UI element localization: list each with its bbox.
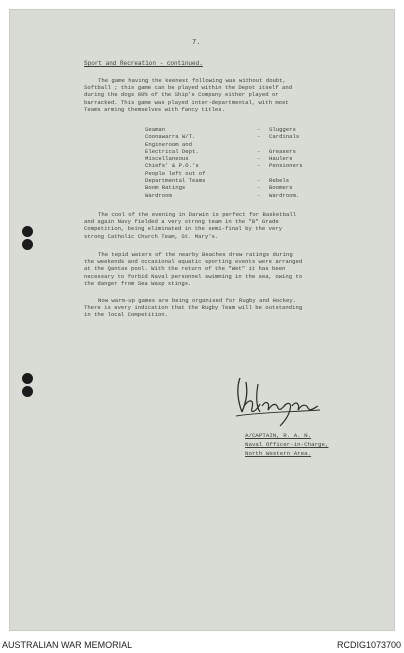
team-dash: - [257,191,261,199]
paragraph-line: and again Navy fielded a very strong team in the "B" Grade [84,218,279,226]
team-name: Chiefs' & P.O.'s [145,162,199,170]
signature-block [245,431,329,458]
punch-hole-3 [22,373,33,384]
team-list [145,126,345,199]
team-dash: - [257,177,261,185]
team-row [145,133,345,140]
team-dash [257,170,269,177]
paragraph-line: in the local Competition. [84,311,168,319]
team-nickname: Pensioners [269,162,303,170]
team-nickname: Sluggers [269,126,296,133]
team-row [145,148,345,155]
paragraph-line: Now warm-up games are being organised for Rugby and Hockey. [98,297,297,304]
signatory-role: Naval Officer-in-Charge, [245,441,329,448]
team-nickname: Rebels [269,177,290,185]
team-nickname: Boomers [269,184,293,192]
paragraph-line: The tepid waters of the nearby Beaches drew ratings during [98,251,293,258]
signatory-area: North Western Area. [245,450,312,457]
team-name: Miscellaneous [145,155,189,163]
team-row [145,184,345,191]
team-row [145,155,345,162]
punch-hole-2 [22,239,33,250]
paragraph-line: barracked. This game was played inter-departmental, with most [84,98,289,106]
team-nickname [269,141,345,148]
team-row [145,162,345,169]
team-name: Coonawarra W/T. [145,133,196,141]
section-heading: Sport and Recreation - continued. [84,60,203,67]
handwritten-signature [232,372,332,432]
team-dash [257,141,269,148]
team-row [145,170,345,177]
team-nickname: Wardroom. [269,191,300,199]
team-row [145,177,345,184]
team-nickname: Haulers [269,155,293,163]
team-dash: - [257,184,261,192]
record-id: RCDIG1073700 [336,640,401,650]
paragraph-line: Softball ; this game can be played within the Depot itself and [84,84,293,92]
paragraph-line: The game having the keenest following was without doubt, [98,77,286,84]
paragraph-basketball [84,211,374,240]
team-dash: - [257,147,261,155]
team-row [145,126,345,133]
team-name: Wardroom [145,191,172,199]
team-dash: - [257,133,261,141]
paragraph-line: strong Catholic Church Team, St. Mary's. [84,232,219,240]
team-name: Boom Ratings [145,184,186,192]
paragraph-line: Teams arming themselves with fancy titles. [84,105,225,113]
paragraph-rugby [84,297,374,319]
team-row [145,192,345,199]
team-dash: - [257,126,261,133]
paragraph-line: the danger from Sea Wasp stings. [84,279,192,287]
team-nickname: Greasers [269,147,296,155]
team-nickname: Cardinals [269,133,300,141]
team-name: Departmental Teams [145,177,206,185]
punch-hole-4 [22,386,33,397]
page-number: 7. [192,39,201,47]
paragraph-line: necessary to forbid Naval personnel swimming in the sea, owing to [84,272,303,280]
team-name: Engineroom and [145,140,192,148]
paragraph-line: The cool of the evening in Darwin is perfect for Basketball [98,211,297,218]
team-dash: - [257,155,261,163]
paragraph-line: Competition, being eliminated in the semi-final by the very [84,225,283,233]
archive-footer [0,636,404,653]
team-name: Electrical Dept. [145,147,199,155]
team-nickname [269,170,345,177]
paragraph-line: at the Qantas pool. With the return of the "Wet" it has been [84,265,286,273]
team-row [145,141,345,148]
team-name: Seaman [145,126,166,133]
paragraph-swimming [84,251,374,287]
archive-name: AUSTRALIAN WAR MEMORIAL [2,640,133,650]
paragraph-softball [84,77,374,113]
paragraph-line: during the dogs 80% of the Ship's Company either played or [84,91,279,99]
paragraph-line: the weekends and occasional aquatic sporting events were arranged [84,258,303,266]
signatory-rank: A/CAPTAIN, R. A. N. [245,432,312,439]
team-dash: - [257,162,261,170]
team-name: People left out of [145,169,206,177]
punch-hole-1 [22,226,33,237]
paragraph-line: There is every indication that the Rugby Team will be outstanding [84,304,303,312]
